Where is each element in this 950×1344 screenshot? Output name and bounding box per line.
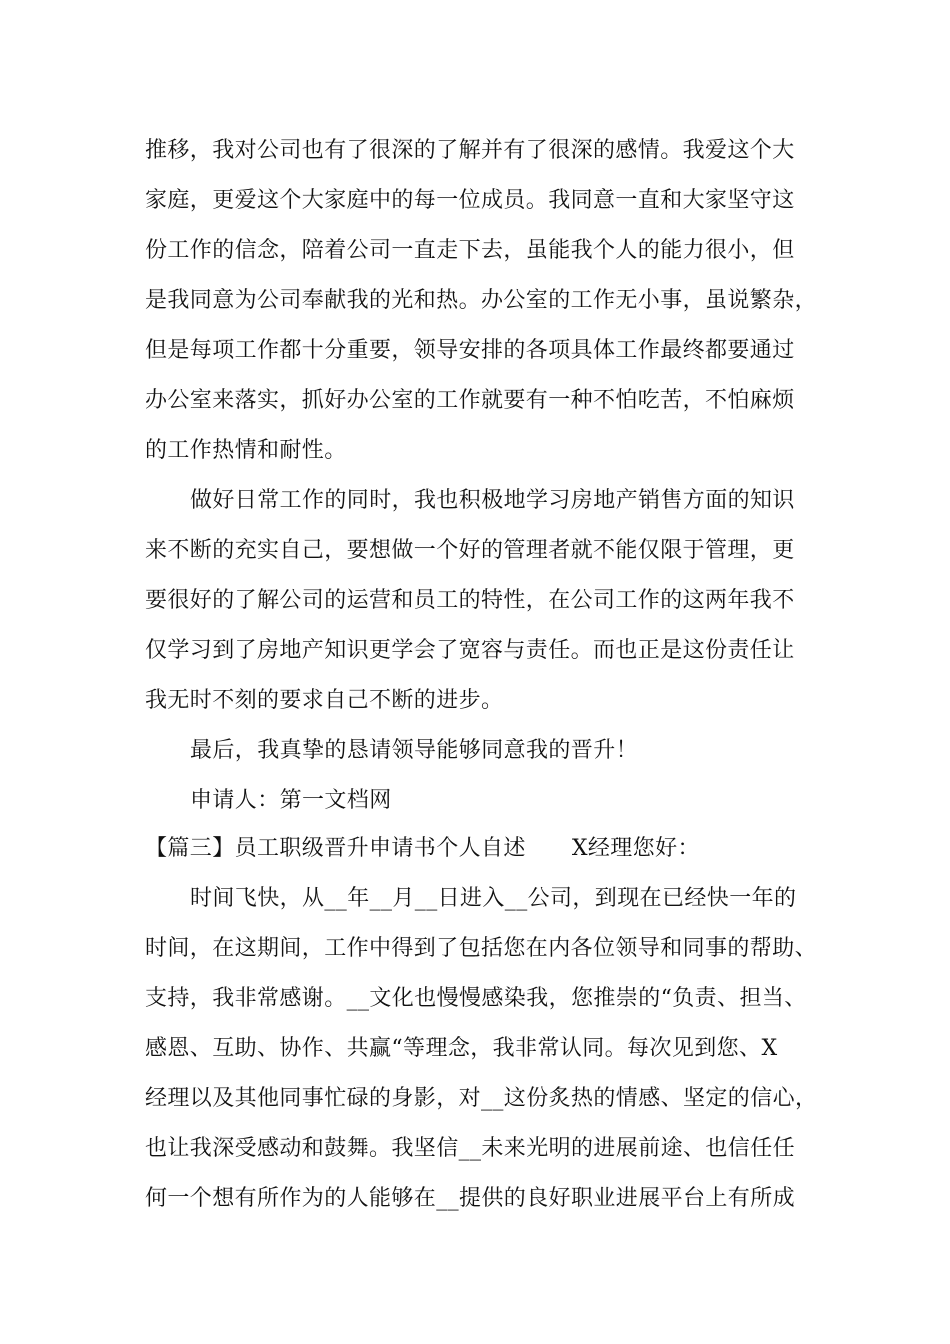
applicant-line: 申请人：第一文档网 [190, 788, 392, 813]
paragraph-line: 的工作热情和耐性。 [145, 438, 347, 463]
paragraph-line: 办公室来落实，抓好办公室的工作就要有一种不怕吃苦，不怕麻烦 [145, 388, 795, 413]
section-title: 【篇三】员工职级晋升申请书个人自述 [145, 836, 526, 861]
paragraph-line: 经理以及其他同事忙碌的身影，对__这份炙热的情感、坚定的信心， [145, 1086, 818, 1111]
paragraph-line: 家庭，更爱这个大家庭中的每一位成员。我同意一直和大家坚守这 [145, 188, 795, 213]
paragraph-line: 仅学习到了房地产知识更学会了宽容与责任。而也正是这份责任让 [145, 638, 795, 663]
paragraph-line: 何一个想有所作为的人能够在__提供的良好职业进展平台上有所成 [145, 1186, 796, 1211]
paragraph-line: 支持，我非常感谢。__文化也慢慢感染我，您推崇的“负责、担当、 [145, 986, 807, 1011]
paragraph-line: 推移，我对公司也有了很深的了解并有了很深的感情。我爱这个大 [145, 138, 795, 163]
paragraph-line: 要很好的了解公司的运营和员工的特性，在公司工作的这两年我不 [145, 588, 795, 613]
paragraph-line: 是我同意为公司奉献我的光和热。办公室的工作无小事，虽说繁杂， [145, 288, 818, 313]
paragraph-line: 但是每项工作都十分重要，领导安排的各项具体工作最终都要通过 [145, 338, 795, 363]
paragraph-line: 份工作的信念，陪着公司一直走下去，虽能我个人的能力很小，但 [145, 238, 795, 263]
paragraph-line: 来不断的充实自己，要想做一个好的管理者就不能仅限于管理，更 [145, 538, 795, 563]
greeting: X经理您好： [571, 836, 700, 861]
paragraph-line: 做好日常工作的同时，我也积极地学习房地产销售方面的知识 [190, 488, 795, 513]
closing-line: 最后，我真挚的恳请领导能够同意我的晋升！ [190, 738, 639, 763]
paragraph-line: 感恩、互助、协作、共赢“等理念，我非常认同。每次见到您、X [145, 1036, 778, 1061]
paragraph-line: 我无时不刻的要求自己不断的进步。 [145, 688, 504, 713]
paragraph-line: 时间飞快，从__年__月__日进入__公司，到现在已经快一年的 [190, 886, 797, 911]
section-heading [145, 834, 825, 864]
paragraph-line: 时间，在这期间，工作中得到了包括您在内各位领导和同事的帮助、 [145, 936, 818, 961]
paragraph-line: 也让我深受感动和鼓舞。我坚信__未来光明的进展前途、也信任任 [145, 1136, 796, 1161]
